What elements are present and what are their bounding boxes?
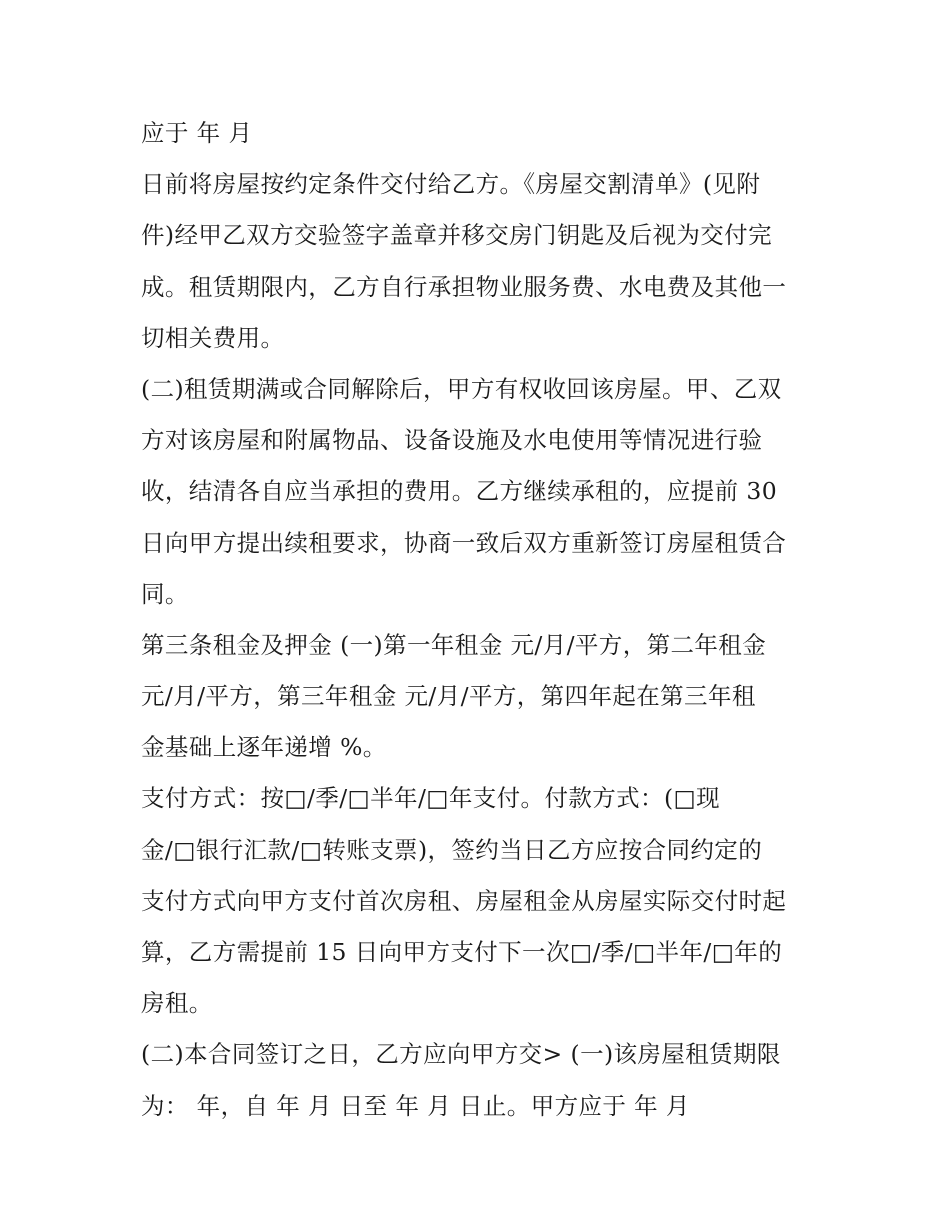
text-line: 金/□银行汇款/□转账支票)，签约当日乙方应按合同约定的 [141,835,763,864]
text-line: 日前将房屋按约定条件交付给乙方。《房屋交割清单》(见附 [141,170,761,199]
text-line: 方对该房屋和附属物品、设备设施及水电使用等情况进行验 [141,426,763,455]
document-page [141,108,821,1132]
text-line: 为： 年，自 年 月 日至 年 月 日止。甲方应于 年 月 [141,1091,690,1120]
text-line: 日向甲方提出续租要求，协商一致后双方重新签订房屋租赁合 [141,528,787,557]
text-line: 同。 [141,579,189,608]
text-line: 元/月/平方，第三年租金 元/月/平方，第四年起在第三年租 [141,682,756,711]
text-line: 算，乙方需提前 15 日向甲方支付下一次□/季/□半年/□年的 [141,938,783,966]
text-line: (二)本合同签订之日，乙方应向甲方交> (一)该房屋租赁期限 [141,1040,781,1069]
text-line: 收，结清各自应当承担的费用。乙方继续承租的，应提前 30 [141,477,778,506]
text-line: 第三条租金及押金 (一)第一年租金 元/月/平方，第二年租金 [141,630,767,659]
text-line: 切相关费用。 [141,323,285,352]
text-line: 件)经甲乙双方交验签字盖章并移交房门钥匙及后视为交付完 [141,221,772,250]
text-line: 支付方式：按□/季/□半年/□年支付。付款方式：(□现 [141,784,721,813]
text-line: 金基础上逐年递增 %。 [141,733,387,762]
text-line: (二)租赁期满或合同解除后，甲方有权收回该房屋。甲、乙双 [141,374,782,403]
text-line: 支付方式向甲方支付首次房租、房屋租金从房屋实际交付时起 [141,886,787,915]
text-line: 成。租赁期限内，乙方自行承担物业服务费、水电费及其他一 [141,272,787,301]
text-line: 房租。 [141,989,213,1018]
text-line: 应于 年 月 [141,119,253,147]
